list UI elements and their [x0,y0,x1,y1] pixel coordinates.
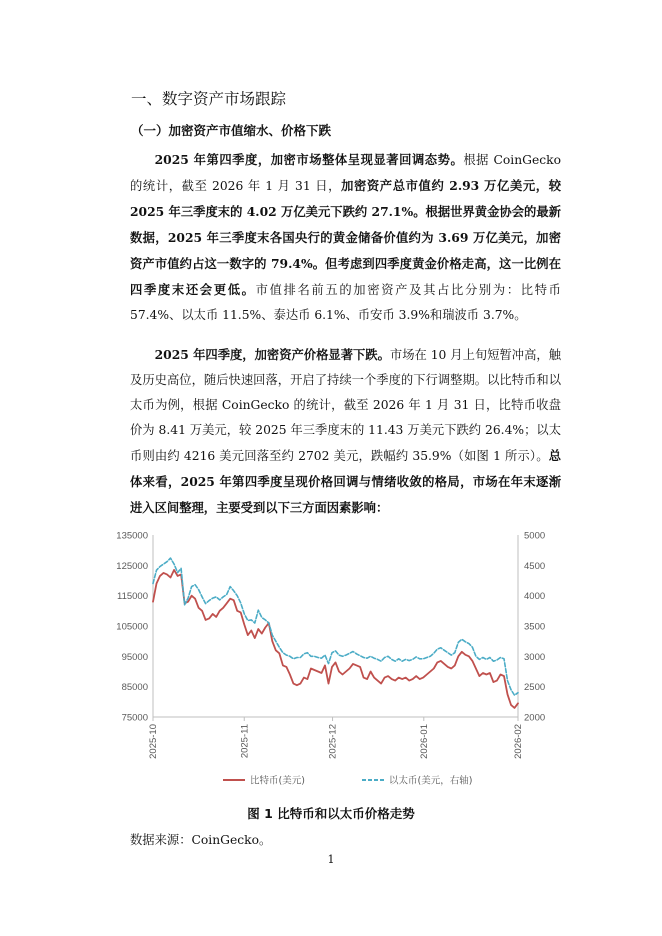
y-right-tick-label: 4000 [524,591,546,603]
y-left-tick-label: 75000 [121,712,148,724]
paragraph-2-run: 总体来看，2025 年第四季度呈现价格回调与情绪收敛的格局，市场在年末逐渐进入区间整理，主要受到以下三方面因素影响： [130,448,561,515]
section-title: 一、数字资产市场跟踪 [131,90,287,108]
chart-axes [116,531,545,759]
chart-lines [153,558,518,708]
page-number: 1 [327,853,335,866]
source-note: 数据来源：CoinGecko。 [130,833,272,847]
y-right-tick-label: 5000 [524,530,546,542]
price-chart [115,518,555,798]
paragraph-1-run: 2025 年第四季度，加密市场整体呈现显著回调态势。 [154,152,464,167]
y-right-tick-label: 2000 [524,712,546,724]
paragraph-2 [130,342,561,521]
y-right-tick-label: 3500 [524,621,546,633]
x-tick-label: 2025-11 [239,724,251,759]
paragraph-2-run: 2025 年四季度，加密资产价格显著下跌。 [154,347,390,362]
ether-price-line [153,558,518,695]
y-left-tick-label: 105000 [116,621,148,633]
y-left-tick-label: 95000 [121,651,148,663]
y-left-tick-label: 125000 [116,560,148,572]
paragraph-2-run: 市场在 10 月上旬短暂冲高，触及历史高位，随后快速回落，开启了持续一个季度的下行调整期。以比特币和以太币为例，根据 CoinGecko 的统计，截至 2026 年 1 月 31 日，比特币收盘价为 8.41 万美元，较 2025 年三季度末的 11.43 万美元下跌约 26.4%；以太币则由约 4216 美元回落至约 2702 美元，跌幅约 35.9%（如图 1 所示）。 [130,348,561,463]
y-left-tick-label: 135000 [116,530,148,542]
x-tick-label: 2025-12 [327,724,339,759]
paragraph-1 [130,147,561,328]
y-left-tick-label: 85000 [121,682,148,694]
legend-label: 以太币(美元，右轴) [389,775,473,787]
y-right-tick-label: 3000 [524,651,546,663]
x-tick-label: 2026-02 [513,724,524,759]
subsection-title: （一）加密资产市值缩水、价格下跌 [131,123,332,138]
chart-legend [223,775,472,787]
bitcoin-price-line [153,570,518,708]
y-left-tick-label: 115000 [117,591,148,603]
legend-label: 比特币(美元) [250,775,305,787]
paragraph-1-run: 市值排名前五的加密资产及其占比分别为：比特币 57.4%、以太币 11.5%、泰达币 6.1%、币安币 3.9%和瑞波币 3.7%。 [130,283,561,322]
x-tick-label: 2025-10 [148,724,159,759]
paragraph-1-run: 加密资产总市值约 2.93 万亿美元，较 2025 年三季度末的 4.02 万亿美元下跌约 27.1%。根据世界黄金协会的最新数据，2025 年三季度末各国央行的黄金储备价值约为 3.69 万亿美元，加密资产市值约占这一数字的 79.4%。但考虑到四季度黄金价格走高，这一比例在四季度末还会更低。 [130,178,561,297]
figure-caption: 图 1 比特币和以太币价格走势 [247,806,415,821]
paragraph-1-run: 根据 CoinGecko 的统计，截至 2026 年 1 月 31 日， [130,153,561,193]
y-right-tick-label: 2500 [524,682,546,694]
x-tick-label: 2026-01 [418,724,430,759]
y-right-tick-label: 4500 [524,560,546,572]
